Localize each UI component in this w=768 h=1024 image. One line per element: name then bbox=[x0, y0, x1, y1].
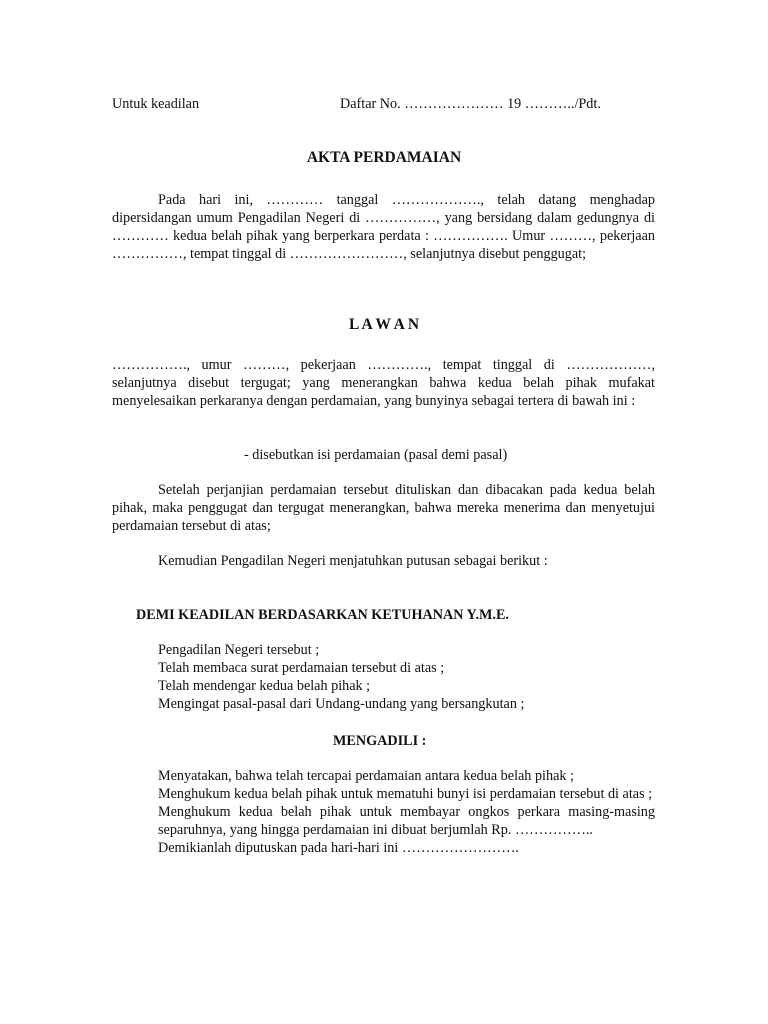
header-untuk-keadilan: Untuk keadilan bbox=[112, 96, 200, 112]
ruling-item: Menyatakan, bahwa telah tercapai perdamaian antara kedua belah pihak ; bbox=[158, 768, 574, 784]
considerations-list bbox=[158, 641, 655, 713]
consideration-item: Telah membaca surat perdamaian tersebut di atas ; bbox=[158, 660, 445, 676]
paragraph-kemudian: Kemudian Pengadilan Negeri menjatuhkan putusan sebagai berikut : bbox=[158, 553, 548, 569]
rulings-list bbox=[158, 767, 655, 857]
ruling-item: Menghukum kedua belah pihak untuk membayar ongkos perkara masing-masing separuhnya, yang hingga perdamaian ini dibuat berjumlah Rp. …………….. bbox=[158, 804, 655, 838]
header-daftar-no: Daftar No. ………………… 19 ………../Pdt. bbox=[340, 96, 601, 112]
consideration-item: Telah mendengar kedua belah pihak ; bbox=[158, 678, 371, 694]
consideration-item: Pengadilan Negeri tersebut ; bbox=[158, 642, 320, 658]
ruling-item: Demikianlah diputuskan pada hari-hari ini ……………………. bbox=[158, 840, 519, 856]
paragraph-opening: Pada hari ini, ………… tanggal ………………., telah datang menghadap dipersidangan umum Pengadilan Negeri di ……………, yang bersidang dalam gedungnya di ………… kedua belah pihak yang berperkara perdata : ……………. Umur ………, pekerjaan ……………, tempat tinggal di ……………………, selanjutnya disebut penggugat; bbox=[112, 192, 655, 262]
lawan-heading: L A W A N bbox=[348, 316, 420, 333]
paragraph-setelah: Setelah perjanjian perdamaian tersebut dituliskan dan dibacakan pada kedua belah pihak, maka penggugat dan tergugat menerangkan, bahwa mereka menerima dan menyetujui perdamaian tersebut di atas; bbox=[112, 482, 655, 534]
demi-keadilan-heading: DEMI KEADILAN BERDASARKAN KETUHANAN Y.M.E. bbox=[136, 607, 509, 623]
document-title: AKTA PERDAMAIAN bbox=[306, 149, 462, 166]
ruling-item: Menghukum kedua belah pihak untuk mematuhi bunyi isi perdamaian tersebut di atas ; bbox=[158, 786, 653, 802]
mengadili-heading: MENGADILI : bbox=[333, 733, 427, 749]
paragraph-tergugat: ……………., umur ………, pekerjaan …………., tempat tinggal di ………………, selanjutnya disebut tergugat; yang menerangkan bahwa kedua belah pihak mufakat menyelesaikan perkaranya dengan perdamaian, yang bunyinya sebagai tertera di bawah ini : bbox=[112, 357, 655, 409]
isi-perdamaian-note: - disebutkan isi perdamaian (pasal demi pasal) bbox=[244, 447, 508, 463]
consideration-item: Mengingat pasal-pasal dari Undang-undang yang bersangkutan ; bbox=[158, 696, 525, 712]
